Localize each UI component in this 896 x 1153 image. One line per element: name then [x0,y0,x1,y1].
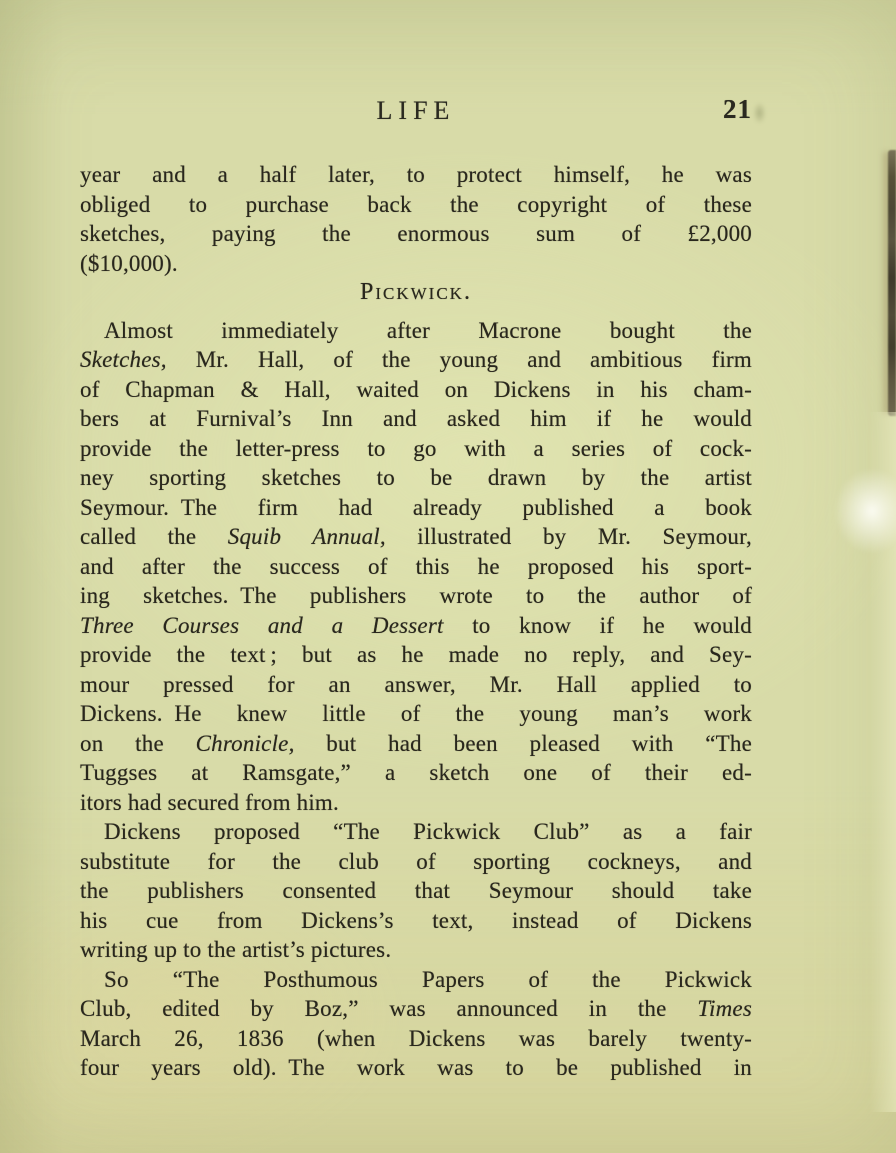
text-line [80,160,752,190]
text-segment: Mr. Hall, of the young and ambitious firm [166,347,752,372]
text-segment: his cue from Dickens’s text, instead of Dickens [80,907,752,933]
text-line [80,249,752,279]
text-line [80,434,752,464]
paragraph [80,316,752,818]
section-heading: Pickwick. [360,279,472,305]
text-segment: obliged to purchase back the copyright of these [80,191,752,217]
text-segment: substitute for the club of sporting cockneys, and [80,848,752,874]
text-segment: ($10,000). [80,250,178,276]
text-line [80,611,752,641]
italic-text: Three Courses and a Dessert [80,612,444,638]
page-header [80,96,752,132]
text-segment: year and a half later, to protect himself, he was [80,162,752,187]
text-segment: called the [80,524,228,549]
paragraph [80,160,752,278]
text-line [80,817,752,847]
text-line [80,935,752,965]
text-segment: Almost immediately after Macrone bought the [104,317,752,343]
text-segment: Seymour. The firm had already published a book [80,494,752,520]
paragraph [80,965,752,1083]
text-line [80,190,752,220]
italic-text: Times [697,996,752,1021]
text-segment: So “The Posthumous Papers of the Pickwick [104,966,752,992]
text-line [80,581,752,611]
text-line [80,729,752,759]
text-segment: sketches, paying the enormous sum of £2,000 [80,221,752,246]
text-segment: mour pressed for an answer, Mr. Hall applied to [80,671,752,697]
text-line [80,1053,752,1083]
ink-smudge [753,102,766,124]
text-line [80,493,752,523]
text-segment: to know if he would [443,612,752,638]
text-segment: Dickens. He knew little of the young man’s work [80,701,752,726]
text-line [80,699,752,729]
text-line [80,219,752,249]
text-segment: March 26, 1836 (when Dickens was barely twenty- [80,1025,752,1051]
running-title: LIFE [376,96,456,125]
text-segment: Club, edited by Boz,” was announced in the [80,996,698,1021]
text-line [80,670,752,700]
adjacent-page-edge [888,150,896,416]
text-segment: ney sporting sketches to be drawn by the artist [80,465,752,490]
italic-text: Sketches, [80,347,167,372]
text-line [80,522,752,552]
text-line [80,375,752,405]
text-segment: and after the success of this he proposed his sport- [80,553,752,579]
text-segment: but had been pleased with “The [294,730,752,756]
text-segment: provide the text ; but as he made no reply, and Sey- [80,642,752,667]
page-text [80,160,752,1083]
text-segment: Tuggses at Ramsgate,” a sketch one of their ed- [80,760,752,785]
text-segment: on the [80,730,196,756]
text-line [80,788,752,818]
text-segment: of Chapman & Hall, waited on Dickens in his cham- [80,376,752,402]
text-segment: ing sketches. The publishers wrote to the author of [80,583,752,608]
text-line [80,876,752,906]
text-segment: Dickens proposed “The Pickwick Club” as a fair [104,819,752,844]
text-line [80,906,752,936]
text-segment: writing up to the artist’s pictures. [80,937,392,962]
light-reflection [834,468,896,554]
paragraph [80,817,752,965]
text-segment: itors had secured from him. [80,789,339,815]
text-segment: bers at Furnival’s Inn and asked him if he would [80,406,752,431]
text-line [80,640,752,670]
text-line [80,994,752,1024]
page-number: 21 [723,94,752,124]
text-segment: illustrated by Mr. Seymour, [385,524,752,549]
text-segment: provide the letter-press to go with a series of cock- [80,435,752,461]
text-line [80,965,752,995]
text-line [80,345,752,375]
text-line [80,847,752,877]
text-line [80,404,752,434]
italic-text: Chronicle, [195,730,295,756]
text-line [80,316,752,346]
text-line [80,463,752,493]
text-line [80,1024,752,1054]
text-segment: four years old). The work was to be published in [80,1055,752,1080]
text-line [80,758,752,788]
italic-text: Squib Annual, [227,524,386,549]
text-segment: the publishers consented that Seymour should take [80,878,752,903]
text-line [80,552,752,582]
